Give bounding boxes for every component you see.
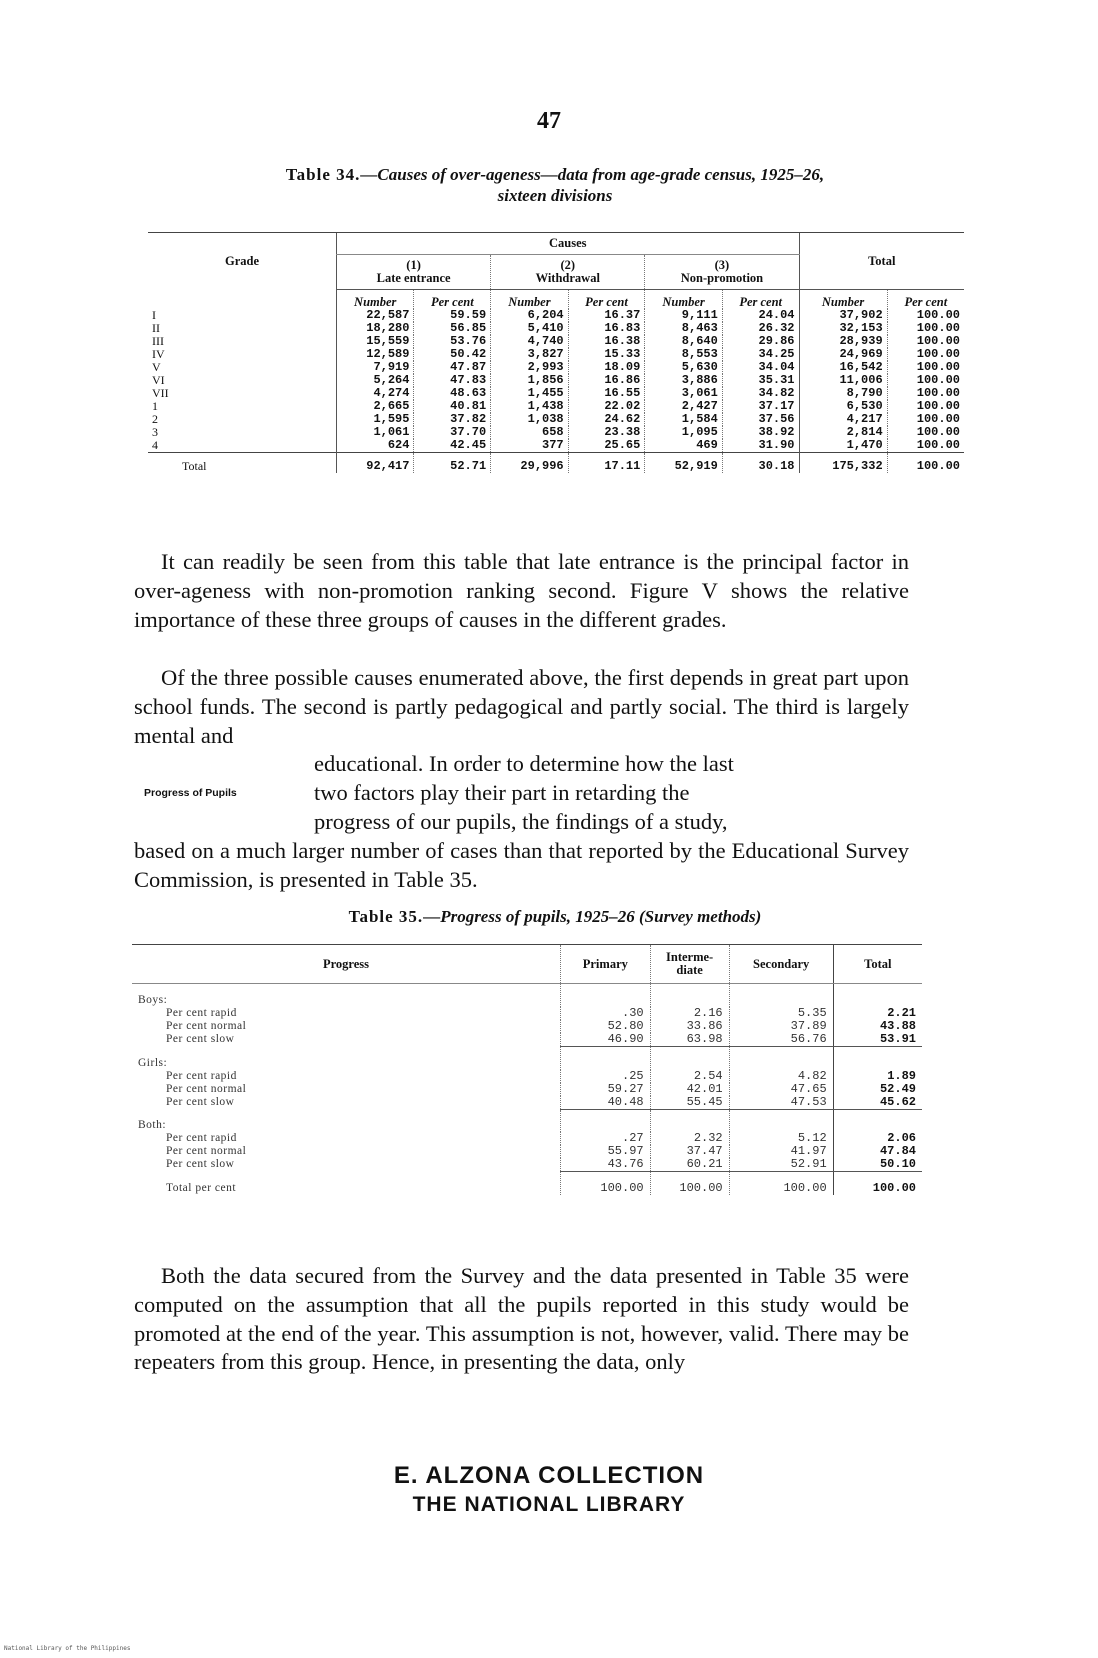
t34-grade-cell: II bbox=[152, 321, 160, 335]
t35-row-label: Per cent rapid bbox=[166, 1007, 237, 1019]
sidenote-progress-of-pupils: Progress of Pupils bbox=[144, 787, 237, 799]
t34-value-cell: 5,264 bbox=[337, 374, 414, 387]
t34-value-cell: 32,153 bbox=[799, 322, 887, 335]
t34-total-row bbox=[148, 453, 964, 474]
t35-empty-cell bbox=[833, 1047, 922, 1070]
t34-sub-number: Number bbox=[491, 290, 568, 310]
t34-value-cell: 42.45 bbox=[414, 439, 491, 453]
t34-grade-cell: 4 bbox=[152, 438, 158, 452]
t35-value-cell: 50.10 bbox=[833, 1158, 922, 1172]
t34-sub-percent: Per cent bbox=[414, 290, 491, 310]
t34-value-cell: 40.81 bbox=[414, 400, 491, 413]
t34-value-cell: 100.00 bbox=[887, 374, 964, 387]
t35-value-cell: 41.97 bbox=[729, 1145, 833, 1158]
t34-value-cell: 4,740 bbox=[491, 335, 568, 348]
t35-total-cell: 100.00 bbox=[729, 1172, 833, 1196]
table34-caption-text: —Causes of over-ageness—data from age-grade census, 1925–26, bbox=[360, 165, 825, 184]
t34-value-cell: 16.38 bbox=[568, 335, 645, 348]
t34-value-cell: 47.87 bbox=[414, 361, 491, 374]
t35-total-cell: 100.00 bbox=[561, 1172, 651, 1196]
t35-value-cell: 2.16 bbox=[650, 1007, 729, 1020]
paragraph-3-text: Both the data secured from the Survey and the data presented in Table 35 were computed on the assumption that all the pupils reported in this study would be promoted at the end of the year. This assumption is not, however, valid. There may be repeaters from this group. Hence, in presenting the data, only bbox=[134, 1263, 909, 1375]
t35-group-row bbox=[132, 984, 922, 1008]
collection-stamp-line2: THE NATIONAL LIBRARY bbox=[412, 1493, 686, 1516]
t35-empty-cell bbox=[561, 984, 651, 1008]
t35-value-cell: 45.62 bbox=[833, 1096, 922, 1110]
t35-empty-cell bbox=[650, 1047, 729, 1070]
t34-value-cell: 22,587 bbox=[337, 309, 414, 322]
t34-grade-cell: 3 bbox=[152, 425, 158, 439]
t34-value-cell: 100.00 bbox=[887, 361, 964, 374]
t34-header-total: Total bbox=[799, 233, 964, 290]
t35-row-label: Per cent slow bbox=[166, 1158, 235, 1171]
t34-value-cell: 100.00 bbox=[887, 348, 964, 361]
t35-group-label: Both: bbox=[138, 1119, 167, 1131]
t34-value-cell: 1,095 bbox=[645, 426, 722, 439]
t34-grade-cell: IV bbox=[152, 347, 165, 361]
t35-empty-cell bbox=[833, 1109, 922, 1132]
t35-total-cell: 100.00 bbox=[833, 1172, 922, 1196]
t34-value-cell: 25.65 bbox=[568, 439, 645, 453]
t34-value-cell: 100.00 bbox=[887, 387, 964, 400]
t34-value-cell: 2,814 bbox=[799, 426, 887, 439]
t34-value-cell: 1,856 bbox=[491, 374, 568, 387]
table-row bbox=[132, 1096, 922, 1110]
t34-value-cell: 15.33 bbox=[568, 348, 645, 361]
t34-value-cell: 48.63 bbox=[414, 387, 491, 400]
t34-value-cell: 34.04 bbox=[722, 361, 799, 374]
t34-total-cell: 92,417 bbox=[337, 453, 414, 474]
t34-value-cell: 34.82 bbox=[722, 387, 799, 400]
t35-empty-cell bbox=[561, 1047, 651, 1070]
t35-header-intermediate: Interme-diate bbox=[650, 945, 729, 984]
table34 bbox=[148, 232, 964, 473]
t35-value-cell: 53.91 bbox=[833, 1033, 922, 1047]
collection-stamp-line1: E. ALZONA COLLECTION bbox=[393, 1462, 705, 1489]
t34-value-cell: 18.09 bbox=[568, 361, 645, 374]
table-row bbox=[132, 1070, 922, 1083]
t34-grade-cell: VI bbox=[152, 373, 165, 387]
t34-grade-cell: 2 bbox=[152, 412, 158, 426]
t34-value-cell: 624 bbox=[337, 439, 414, 453]
t35-header-total: Total bbox=[833, 945, 922, 984]
t35-row-label: Per cent normal bbox=[166, 1145, 247, 1157]
t34-header-late-entrance: (1) Late entrance bbox=[337, 255, 491, 290]
t34-value-cell: 16.55 bbox=[568, 387, 645, 400]
t34-value-cell: 38.92 bbox=[722, 426, 799, 439]
t34-value-cell: 15,559 bbox=[337, 335, 414, 348]
t34-value-cell: 1,595 bbox=[337, 413, 414, 426]
table34-caption bbox=[140, 164, 970, 206]
t35-value-cell: 37.47 bbox=[650, 1145, 729, 1158]
table-row bbox=[148, 439, 964, 453]
t34-total-label: Total bbox=[148, 453, 337, 474]
t34-value-cell: 2,665 bbox=[337, 400, 414, 413]
t34-value-cell: 22.02 bbox=[568, 400, 645, 413]
t35-value-cell: 43.76 bbox=[561, 1158, 651, 1172]
t34-value-cell: 3,061 bbox=[645, 387, 722, 400]
t35-value-cell: 40.48 bbox=[561, 1096, 651, 1110]
t34-sub-number: Number bbox=[337, 290, 414, 310]
t35-value-cell: 1.89 bbox=[833, 1070, 922, 1083]
t34-total-cell: 17.11 bbox=[568, 453, 645, 474]
t35-value-cell: 37.89 bbox=[729, 1020, 833, 1033]
t34-value-cell: 100.00 bbox=[887, 309, 964, 322]
t35-row-label: Per cent normal bbox=[166, 1082, 247, 1095]
t35-value-cell: 2.21 bbox=[833, 1007, 922, 1020]
t34-grade-cell: V bbox=[152, 360, 161, 374]
t34-header-withdrawal: (2) Withdrawal bbox=[491, 255, 645, 290]
t35-value-cell: 47.84 bbox=[833, 1145, 922, 1158]
t34-total-cell: 29,996 bbox=[491, 453, 568, 474]
t34-grade-cell: 1 bbox=[152, 399, 158, 413]
t34-value-cell: 53.76 bbox=[414, 335, 491, 348]
t34-value-cell: 5,630 bbox=[645, 361, 722, 374]
t35-empty-cell bbox=[650, 1109, 729, 1132]
t35-value-cell: 4.82 bbox=[729, 1070, 833, 1083]
t34-value-cell: 3,886 bbox=[645, 374, 722, 387]
t34-value-cell: 24.04 bbox=[722, 309, 799, 322]
t35-group-label: Boys: bbox=[138, 994, 168, 1006]
t34-value-cell: 26.32 bbox=[722, 322, 799, 335]
paragraph-1-text: It can readily be seen from this table that late entrance is the principal factor in over-ageness with non-promotion ranking second. Figure V shows the relative importance of these three groups of causes in the different grades. bbox=[134, 549, 909, 632]
t34-sub-number: Number bbox=[799, 290, 887, 310]
t34-value-cell: 1,470 bbox=[799, 439, 887, 453]
t34-value-cell: 16,542 bbox=[799, 361, 887, 374]
t34-value-cell: 8,640 bbox=[645, 335, 722, 348]
t34-value-cell: 1,455 bbox=[491, 387, 568, 400]
t35-value-cell: .30 bbox=[561, 1007, 651, 1020]
t34-value-cell: 16.86 bbox=[568, 374, 645, 387]
t34-grade-cell: III bbox=[152, 334, 164, 348]
t34-value-cell: 658 bbox=[491, 426, 568, 439]
t35-value-cell: 52.91 bbox=[729, 1158, 833, 1172]
t34-value-cell: 24.62 bbox=[568, 413, 645, 426]
t35-row-label: Per cent normal bbox=[166, 1020, 247, 1032]
t34-value-cell: 1,438 bbox=[491, 400, 568, 413]
t34-total-cell: 52,919 bbox=[645, 453, 722, 474]
table-row bbox=[132, 1033, 922, 1047]
t34-value-cell: 50.42 bbox=[414, 348, 491, 361]
t34-value-cell: 16.37 bbox=[568, 309, 645, 322]
t35-value-cell: 2.06 bbox=[833, 1132, 922, 1145]
table-row bbox=[132, 1083, 922, 1096]
table35-caption-label: Table 35. bbox=[348, 907, 424, 926]
t34-value-cell: 37.56 bbox=[722, 413, 799, 426]
t35-value-cell: 63.98 bbox=[650, 1033, 729, 1047]
t34-value-cell: 100.00 bbox=[887, 335, 964, 348]
table34-body bbox=[148, 309, 964, 473]
t34-value-cell: 11,006 bbox=[799, 374, 887, 387]
t35-value-cell: 52.80 bbox=[561, 1020, 651, 1033]
t35-value-cell: 43.88 bbox=[833, 1020, 922, 1033]
t35-row-label: Per cent rapid bbox=[166, 1069, 237, 1082]
t35-value-cell: 55.97 bbox=[561, 1145, 651, 1158]
t35-header-progress: Progress bbox=[132, 945, 561, 984]
t35-row-label: Per cent rapid bbox=[166, 1132, 237, 1144]
t34-value-cell: 9,111 bbox=[645, 309, 722, 322]
t35-empty-cell bbox=[729, 1047, 833, 1070]
t34-value-cell: 29.86 bbox=[722, 335, 799, 348]
t34-value-cell: 12,589 bbox=[337, 348, 414, 361]
t34-value-cell: 100.00 bbox=[887, 426, 964, 439]
t34-sub-number: Number bbox=[645, 290, 722, 310]
t34-value-cell: 23.38 bbox=[568, 426, 645, 439]
t35-value-cell: 2.32 bbox=[650, 1132, 729, 1145]
t34-grade-cell: VII bbox=[152, 386, 169, 400]
paragraph-3 bbox=[134, 1262, 909, 1377]
t34-sub-percent: Per cent bbox=[887, 290, 964, 310]
t35-group-row bbox=[132, 1047, 922, 1070]
t35-total-label: Total per cent bbox=[166, 1181, 237, 1194]
t35-group-label: Girls: bbox=[138, 1056, 168, 1069]
t34-grade-cell: I bbox=[152, 308, 156, 322]
t35-value-cell: 33.86 bbox=[650, 1020, 729, 1033]
t34-total-cell: 175,332 bbox=[799, 453, 887, 474]
t34-value-cell: 100.00 bbox=[887, 322, 964, 335]
t35-total-row bbox=[132, 1172, 922, 1196]
t35-value-cell: 46.90 bbox=[561, 1033, 651, 1047]
t34-value-cell: 5,410 bbox=[491, 322, 568, 335]
t35-header-secondary: Secondary bbox=[729, 945, 833, 984]
t35-value-cell: 60.21 bbox=[650, 1158, 729, 1172]
t35-value-cell: 47.53 bbox=[729, 1096, 833, 1110]
t35-empty-cell bbox=[561, 1109, 651, 1132]
t34-value-cell: 3,827 bbox=[491, 348, 568, 361]
t34-value-cell: 6,204 bbox=[491, 309, 568, 322]
t34-value-cell: 469 bbox=[645, 439, 722, 453]
paragraph-2-text-e: based on a much larger number of cases than that reported by the Educational Survey Commission, is presented in Table 35. bbox=[134, 837, 909, 892]
t34-value-cell: 1,038 bbox=[491, 413, 568, 426]
t34-value-cell: 37.70 bbox=[414, 426, 491, 439]
t34-value-cell: 100.00 bbox=[887, 400, 964, 413]
t34-value-cell: 28,939 bbox=[799, 335, 887, 348]
t35-value-cell: 5.12 bbox=[729, 1132, 833, 1145]
t35-value-cell: 52.49 bbox=[833, 1083, 922, 1096]
t34-value-cell: 2,427 bbox=[645, 400, 722, 413]
t34-value-cell: 16.83 bbox=[568, 322, 645, 335]
t35-value-cell: 59.27 bbox=[561, 1083, 651, 1096]
t35-value-cell: 55.45 bbox=[650, 1096, 729, 1110]
t34-value-cell: 56.85 bbox=[414, 322, 491, 335]
t35-value-cell: 47.65 bbox=[729, 1083, 833, 1096]
t34-value-cell: 8,553 bbox=[645, 348, 722, 361]
table35 bbox=[132, 944, 922, 1195]
t34-value-cell: 1,061 bbox=[337, 426, 414, 439]
t35-row-label: Per cent slow bbox=[166, 1095, 235, 1108]
paragraph-2-text-a: Of the three possible causes enumerated above, the first depends in great part upon school funds. The second is partly pedagogical and partly social. The third is largely mental and bbox=[134, 665, 909, 748]
t34-value-cell: 4,274 bbox=[337, 387, 414, 400]
t34-value-cell: 377 bbox=[491, 439, 568, 453]
t34-value-cell: 34.25 bbox=[722, 348, 799, 361]
t34-value-cell: 6,530 bbox=[799, 400, 887, 413]
table35-body bbox=[132, 984, 922, 1196]
table35-caption bbox=[140, 906, 970, 927]
t34-value-cell: 47.83 bbox=[414, 374, 491, 387]
t35-header-primary: Primary bbox=[561, 945, 651, 984]
t34-total-cell: 100.00 bbox=[887, 453, 964, 474]
t34-value-cell: 4,217 bbox=[799, 413, 887, 426]
table34-caption-text2: sixteen divisions bbox=[497, 186, 613, 205]
t34-value-cell: 8,790 bbox=[799, 387, 887, 400]
t35-value-cell: .25 bbox=[561, 1070, 651, 1083]
t34-value-cell: 24,969 bbox=[799, 348, 887, 361]
t34-total-cell: 30.18 bbox=[722, 453, 799, 474]
table-row bbox=[132, 1158, 922, 1172]
t35-empty-cell bbox=[650, 984, 729, 1008]
t34-value-cell: 2,993 bbox=[491, 361, 568, 374]
t34-header-grade: Grade bbox=[148, 233, 337, 290]
t35-total-cell: 100.00 bbox=[650, 1172, 729, 1196]
paragraph-2 bbox=[134, 664, 909, 894]
t34-value-cell: 7,919 bbox=[337, 361, 414, 374]
table35-caption-text: —Progress of pupils, 1925–26 (Survey methods) bbox=[423, 907, 762, 926]
paragraph-2-text-b: educational. In order to determine how the last bbox=[314, 751, 734, 777]
t35-row-label: Per cent slow bbox=[166, 1033, 235, 1046]
t34-value-cell: 18,280 bbox=[337, 322, 414, 335]
t35-value-cell: .27 bbox=[561, 1132, 651, 1145]
t34-sub-percent: Per cent bbox=[722, 290, 799, 310]
t34-value-cell: 35.31 bbox=[722, 374, 799, 387]
t34-value-cell: 37.17 bbox=[722, 400, 799, 413]
t34-header-causes: Causes bbox=[337, 233, 800, 255]
t34-sub-percent: Per cent bbox=[568, 290, 645, 310]
t34-value-cell: 8,463 bbox=[645, 322, 722, 335]
paragraph-2-text-c: two factors play their part in retarding the bbox=[314, 780, 690, 806]
t35-value-cell: 5.35 bbox=[729, 1007, 833, 1020]
t35-empty-cell bbox=[729, 1109, 833, 1132]
t34-value-cell: 59.59 bbox=[414, 309, 491, 322]
t34-value-cell: 100.00 bbox=[887, 439, 964, 453]
page-number: 47 bbox=[537, 108, 561, 134]
paragraph-2-text-d: progress of our pupils, the findings of a study, bbox=[314, 808, 728, 834]
t35-value-cell: 42.01 bbox=[650, 1083, 729, 1096]
t35-value-cell: 2.54 bbox=[650, 1070, 729, 1083]
t35-empty-cell bbox=[729, 984, 833, 1008]
paragraph-1 bbox=[134, 548, 909, 634]
t34-value-cell: 31.90 bbox=[722, 439, 799, 453]
footer-text: National Library of the Philippines bbox=[4, 1645, 131, 1652]
table34-caption-label: Table 34. bbox=[285, 165, 361, 184]
t35-empty-cell bbox=[833, 984, 922, 1008]
t34-value-cell: 100.00 bbox=[887, 413, 964, 426]
t34-total-cell: 52.71 bbox=[414, 453, 491, 474]
t35-value-cell: 56.76 bbox=[729, 1033, 833, 1047]
t34-value-cell: 37,902 bbox=[799, 309, 887, 322]
t34-value-cell: 1,584 bbox=[645, 413, 722, 426]
t34-value-cell: 37.82 bbox=[414, 413, 491, 426]
t35-group-row bbox=[132, 1109, 922, 1132]
t34-header-non-promotion: (3) Non-promotion bbox=[645, 255, 799, 290]
